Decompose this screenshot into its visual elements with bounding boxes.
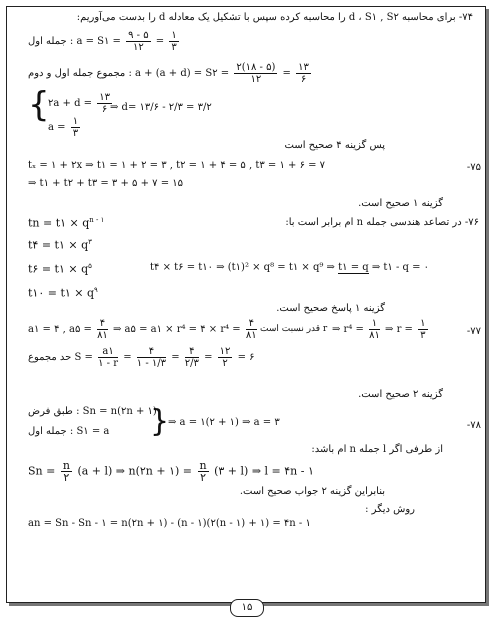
q77-number: -۷۷ xyxy=(466,326,481,337)
q74-line1-frac2: $\frac{۱}{۳}$ xyxy=(171,30,177,53)
q78-note: از طرفی اگر l جمله n ام باشد: xyxy=(311,444,443,455)
system-brace: { xyxy=(28,85,50,125)
q77-sum: حد مجموع S = $\frac{a۱}{۱ - r}$ = $\frac{۴}{۱ - ۱/۳}$ = $\frac{۴}{۲/۳}$ = $\frac{۱۲}{۲}$ = ۶ xyxy=(28,346,255,369)
q77-answer: گزینه ۲ صحیح است. xyxy=(358,389,443,400)
q78-eq: Sn = $\frac{n}{۲}$ (a + l) ⇒ n(۲n + ۱) = $\frac{n}{۲}$ (۳ + l) ⇒ l = ۴n - ۱ xyxy=(28,459,314,484)
q74-line2-frac1: $\frac{۲(۱۸ - ۵)}{۱۲}$ xyxy=(236,62,276,85)
q74-line2: مجموع جمله اول و دوم : a + (a + d) = S۲ = $\frac{۲(۱۸ - ۵)}{۱۲}$ = $\frac{۱۳}{۶}$ xyxy=(28,62,309,85)
q76-l2: t۴ = t۱ × $q^۳$ xyxy=(28,238,92,252)
q77-r: ⇒ r⁴ = $\frac{۱}{۸۱}$ ⇒ r = $\frac{۱}{۳}$ xyxy=(332,318,426,341)
q74-line2-frac2: $\frac{۱۳}{۶}$ xyxy=(298,62,309,85)
page-number: ۱۵ xyxy=(230,599,264,617)
q76-answer: گزینه ۱ پاسخ صحیح است. xyxy=(276,303,385,314)
q74-line1-label: جمله اول : xyxy=(28,36,74,47)
q78-cond1: طبق فرض : Sn = n(۲n + ۱) xyxy=(28,406,157,417)
q78-brace: } xyxy=(150,404,170,439)
q74-line1-expr: a = S۱ = xyxy=(76,36,121,47)
q74-line1: جمله اول : a = S۱ = $\frac{۹ - ۵}{۱۲}$ = $\frac{۱}{۳}$ xyxy=(28,30,177,53)
q78-alt: an = Sn - Sn - ۱ = n(۲n + ۱) - (n - ۱)(۲(n - ۱) + ۱) = ۴n - ۱ xyxy=(28,518,311,529)
q76-underlined: t۱ = q xyxy=(338,262,369,273)
q74-sys-result: ⇒ d= ۱۳/۶ - ۲/۳ = ۳/۲ xyxy=(110,102,212,113)
q75-number: -۷۵ xyxy=(466,162,481,173)
q78-alt-label: روش دیگر : xyxy=(365,504,415,515)
q78-answer: بنابراین گزینه ۲ جواب صحیح است. xyxy=(239,486,385,497)
q77-line1: a۱ = ۴ , a۵ = $\frac{۴}{۸۱}$ ⇒ a۵ = a۱ × r⁴ = ۴ × r⁴ = $\frac{۴}{۸۱}$ xyxy=(28,318,257,341)
q76-header: ۷۶- در تصاعد هندسی جمله n ام برابر است با: xyxy=(285,217,479,228)
q75-line1: tₓ = ۱ + ۲x ⇒ t۱ = ۱ + ۲ = ۳ , t۲ = ۱ + ۴ = ۵ , t۳ = ۱ + ۶ = ۷ xyxy=(28,160,326,171)
q77-ratio-label: قدر نسبت است r xyxy=(260,324,328,334)
q74-sys1: ۲a + d = $\frac{۱۳}{۶}$ xyxy=(48,92,110,115)
q75-answer: گزینه ۱ صحیح است. xyxy=(358,198,443,209)
q76-l4: t۱۰ = t۱ × $q^۹$ xyxy=(28,286,98,300)
q74-line2-label: مجموع جمله اول و دوم : xyxy=(28,68,132,79)
q74-line2-expr: a + (a + d) = S۲ = xyxy=(135,68,230,79)
q78-cond2: جمله اول : S۱ = a xyxy=(28,426,110,437)
q74-answer: پس گزینه ۴ صحیح است xyxy=(284,140,385,151)
q76-equation: t۴ × t۶ = t۱۰ ⇒ (t۱)² × q⁸ = t۱ × q⁹ ⇒ t۱ = q ⇒ t۱ - q = ۰ xyxy=(150,262,430,273)
q74-sys2: a = $\frac{۱}{۳}$ xyxy=(48,116,79,139)
q78-result: ⇒ a = ۱(۲ + ۱) ⇒ a = ۳ xyxy=(168,417,280,428)
q75-line2: ⇒ t۱ + t۲ + t۳ = ۳ + ۵ + ۷ = ۱۵ xyxy=(28,178,183,189)
q74-line1-frac1: $\frac{۹ - ۵}{۱۲}$ xyxy=(128,30,149,53)
q76-l1: tn = t۱ × $q^{n - ۱}$ xyxy=(28,216,105,230)
q78-number: -۷۸ xyxy=(466,420,481,431)
q74-header: ۷۴- برای محاسبه d ، S۱ , S۲ را محاسبه کرده سپس با تشکیل یک معادله d را بدست می‌آوریم: xyxy=(76,12,473,23)
q76-l3: t۶ = t۱ × $q^۵$ xyxy=(28,262,92,276)
